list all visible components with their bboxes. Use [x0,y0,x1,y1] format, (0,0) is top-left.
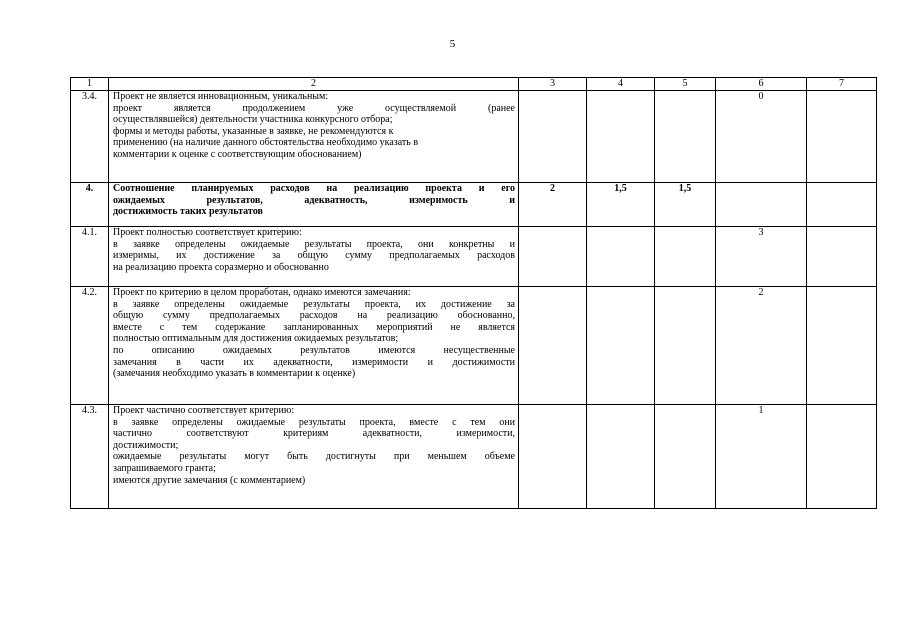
score-cell [655,405,716,509]
header-cell: 6 [716,78,807,91]
score-cell [807,183,877,227]
criterion-line: в заявке определены ожидаемые результаты проекта, они конкретны и [113,238,515,250]
score-cell [519,91,587,183]
table-row [71,183,877,227]
criterion-line: замечания в части их адекватности, измеримости и достижимости [113,356,515,368]
header-cell: 3 [519,78,587,91]
table-header-row [71,78,877,91]
criterion-line: комментарии к оценке с соответствующим обоснованием) [113,148,362,160]
criterion-line: на реализацию проекта соразмерно и обоснованно [113,261,329,273]
criterion-description [109,91,519,183]
score-cell [716,183,807,227]
score-cell [655,227,716,287]
criterion-line: проект является продолжением уже осуществляемой (ранее [113,102,515,114]
score-cell: 1,5 [655,183,716,227]
criterion-description [109,227,519,287]
criterion-line: частично соответствуют критериям адекватности, измеримости, [113,428,515,440]
criterion-line: ожидаемые результаты могут быть достигнуты при меньшем объеме [113,451,515,463]
criterion-line: полностью оптимальным для достижения ожидаемых результатов; [113,333,399,345]
criterion-line: применению (на наличие данного обстоятельства необходимо указать в [113,137,419,149]
criterion-line: достижимость таких результатов [113,206,263,218]
row-number: 4.2. [71,287,109,405]
criterion-line: ожидаемых результатов, адекватность, измеримость и [113,194,515,206]
score-cell [807,91,877,183]
score-cell [807,287,877,405]
score-cell: 0 [716,91,807,183]
score-cell [807,227,877,287]
row-number: 4.1. [71,227,109,287]
criterion-line: имеются другие замечания (с комментарием) [113,474,306,486]
criterion-line: в заявке определены ожидаемые результаты проекта, вместе с тем они [113,416,515,428]
criterion-line: формы и методы работы, указанные в заявке, не рекомендуются к [113,125,394,137]
criterion-description [109,405,519,509]
score-cell: 1 [716,405,807,509]
criterion-line: достижимости; [113,439,179,451]
criterion-line: Проект полностью соответствует критерию: [113,227,302,238]
score-cell: 2 [716,287,807,405]
score-cell [807,405,877,509]
criterion-line: Проект не является инновационным, уникальным: [113,91,329,102]
criterion-line: Соотношение планируемых расходов на реализацию проекта и его [113,183,515,194]
criterion-line: в заявке определены ожидаемые результаты проекта, их достижение за [113,298,515,310]
score-cell: 3 [716,227,807,287]
criterion-line: Проект по критерию в целом проработан, однако имеются замечания: [113,287,411,298]
score-cell [587,287,655,405]
criterion-line: вместе с тем содержание запланированных мероприятий не является [113,321,515,333]
header-cell: 4 [587,78,655,91]
table-row [71,405,877,509]
header-cell: 7 [807,78,877,91]
criterion-line: измеримы, их достижение за общую сумму предполагаемых расходов [113,250,515,262]
header-cell: 1 [71,78,109,91]
score-cell [587,227,655,287]
score-cell [519,405,587,509]
score-cell [587,91,655,183]
criterion-line: по описанию ожидаемых результатов имеются несущественные [113,344,515,356]
criterion-line: запрашиваемого гранта; [113,462,216,474]
score-cell [519,287,587,405]
row-number: 3.4. [71,91,109,183]
score-cell: 1,5 [587,183,655,227]
criterion-description [109,287,519,405]
table-row [71,227,877,287]
row-number: 4. [71,183,109,227]
criterion-line: Проект частично соответствует критерию: [113,405,295,416]
criterion-line: общую сумму предполагаемых расходов на реализацию обоснованно, [113,310,515,322]
score-cell [655,287,716,405]
page-number: 5 [449,38,456,50]
table-row [71,287,877,405]
header-cell: 5 [655,78,716,91]
table-row [71,91,877,183]
score-cell [655,91,716,183]
criterion-description [109,183,519,227]
header-cell: 2 [109,78,519,91]
row-number: 4.3. [71,405,109,509]
criterion-line: (замечания необходимо указать в комментарии к оценке) [113,368,356,380]
criterion-line: осуществлявшейся) деятельности участника конкурсного отбора; [113,114,393,126]
score-cell [519,227,587,287]
evaluation-criteria-table [70,77,877,509]
score-cell [587,405,655,509]
score-cell: 2 [519,183,587,227]
